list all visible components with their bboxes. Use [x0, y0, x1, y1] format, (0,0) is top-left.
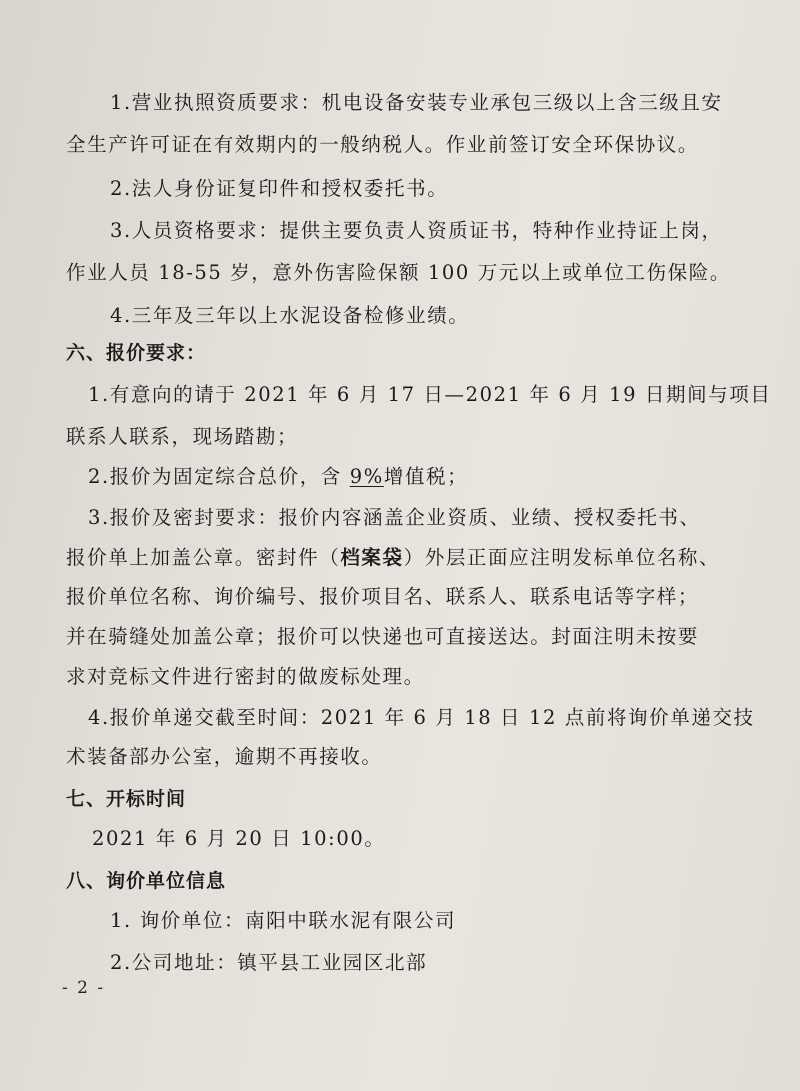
quote-1-line-2: 联系人联系，现场踏勘； — [66, 425, 299, 448]
quote-3-line-5: 求对竞标文件进行密封的做废标处理。 — [66, 665, 425, 688]
req-3-line-1: 3.人员资格要求：提供主要负责人资质证书，特种作业持证上岗， — [110, 219, 723, 242]
inquiry-unit: 1. 询价单位：南阳中联水泥有限公司 — [110, 909, 457, 932]
company-address: 2.公司地址：镇平县工业园区北部 — [110, 951, 428, 974]
archive-bag-text: 档案袋 — [340, 546, 404, 569]
vat-rate: 9% — [349, 465, 384, 488]
req-4-line-1: 4.三年及三年以上水泥设备检修业绩。 — [110, 304, 470, 327]
section-eight-heading: 八、询价单位信息 — [66, 870, 227, 892]
req-1-line-1: 1.营业执照资质要求：机电设备安装专业承包三级以上含三级且安 — [110, 91, 723, 114]
quote-2-text-after: 增值税； — [383, 465, 469, 488]
opening-time: 2021 年 6 月 20 日 10:00。 — [92, 827, 386, 850]
page-number: - 2 - — [62, 978, 106, 998]
quote-3-line-3: 报价单位名称、询价编号、报价项目名、联系人、联系电话等字样； — [66, 585, 700, 608]
section-seven-heading: 七、开标时间 — [66, 788, 187, 810]
quote-3-line-1: 3.报价及密封要求：报价内容涵盖企业资质、业绩、授权委托书、 — [88, 506, 701, 529]
quote-4-line-2: 术装备部办公室，逾期不再接收。 — [66, 745, 383, 768]
quote-3-line-4: 并在骑缝处加盖公章；报价可以快递也可直接送达。封面注明未按要 — [66, 625, 700, 648]
req-2-line-1: 2.法人身份证复印件和授权委托书。 — [110, 177, 449, 200]
quote-1-line-1: 1.有意向的请于 2021 年 6 月 17 日—2021 年 6 月 19 日期间与项目 — [88, 383, 772, 406]
quote-4-line-1: 4.报价单递交截至时间：2021 年 6 月 18 日 12 点前将询价单递交技 — [88, 706, 755, 729]
quote-3-line-2-after: ）外层正面应注明发标单位名称、 — [403, 546, 721, 569]
quote-2-line-1 — [88, 464, 468, 490]
quote-2-text-before: 2.报价为固定综合总价，含 — [88, 465, 350, 488]
section-six-heading: 六、报价要求： — [66, 342, 207, 364]
req-1-line-2: 全生产许可证在有效期内的一般纳税人。作业前签订安全环保协议。 — [66, 133, 700, 156]
quote-3-line-2-before: 报价单上加盖公章。密封件（ — [66, 546, 341, 569]
quote-3-line-2 — [66, 545, 720, 571]
req-3-line-2: 作业人员 18-55 岁，意外伤害险保额 100 万元以上或单位工伤保险。 — [66, 261, 731, 284]
